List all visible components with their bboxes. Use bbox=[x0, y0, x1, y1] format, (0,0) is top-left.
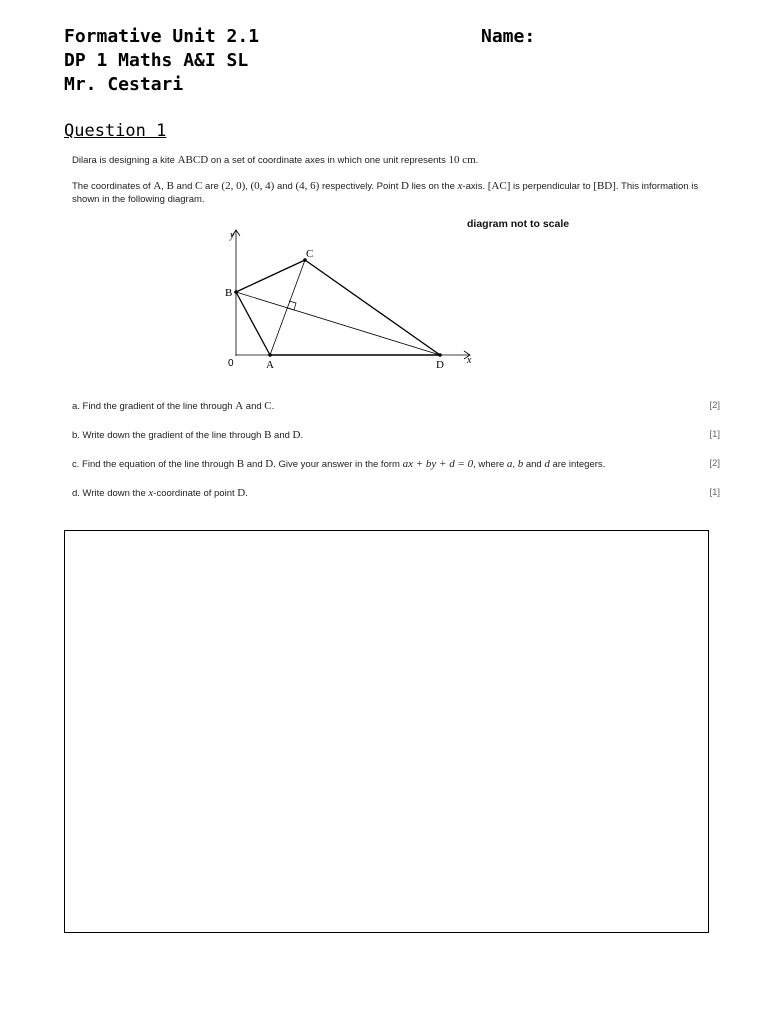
diagonal-bd bbox=[236, 292, 440, 355]
vertex-b bbox=[234, 290, 238, 294]
label-b: B bbox=[225, 287, 233, 299]
label-a: A bbox=[266, 359, 274, 371]
vertex-a bbox=[268, 353, 272, 357]
question-coordinates: The coordinates of A, B and C are (2, 0), (0, 4) and (4, 6) respectively. Point D lies on the x-axis. [AC] is perpendicular to [BD]. This information is shown in the following diagram. bbox=[72, 180, 699, 205]
y-axis-label: y bbox=[230, 230, 235, 241]
question-part-a: a. Find the gradient of the line through A and C. [2] bbox=[72, 400, 720, 412]
x-axis-label: x bbox=[467, 355, 472, 366]
answer-box[interactable] bbox=[64, 530, 709, 933]
student-name-label: Name: bbox=[481, 26, 536, 47]
origin-label: 0 bbox=[228, 358, 234, 369]
marks-a: [2] bbox=[709, 400, 720, 411]
question-title: Question 1 bbox=[64, 121, 167, 141]
marks-c: [2] bbox=[709, 458, 720, 469]
marks-b: [1] bbox=[709, 429, 720, 440]
diagram-scale-note: diagram not to scale bbox=[467, 218, 570, 230]
teacher-name: Mr. Cestari bbox=[64, 74, 184, 95]
question-part-d: d. Write down the x-coordinate of point D. [1] bbox=[72, 487, 720, 499]
marks-d: [1] bbox=[709, 487, 720, 498]
course-name: DP 1 Maths A&I SL bbox=[64, 50, 249, 71]
vertex-d bbox=[438, 353, 442, 357]
document-title: Formative Unit 2.1 bbox=[64, 26, 260, 47]
question-part-b: b. Write down the gradient of the line through B and D. [1] bbox=[72, 429, 720, 441]
side-ab bbox=[236, 292, 270, 355]
kite-diagram bbox=[220, 226, 480, 376]
side-cd bbox=[305, 260, 440, 355]
question-part-c: c. Find the equation of the line through B and D. Give your answer in the form ax + by + d = 0, where a, b and d are integers. [2] bbox=[72, 458, 720, 470]
label-c: C bbox=[306, 248, 314, 260]
question-intro: Dilara is designing a kite ABCD on a set of coordinate axes in which one unit represents 10 cm. bbox=[72, 154, 479, 166]
label-d: D bbox=[436, 359, 444, 371]
